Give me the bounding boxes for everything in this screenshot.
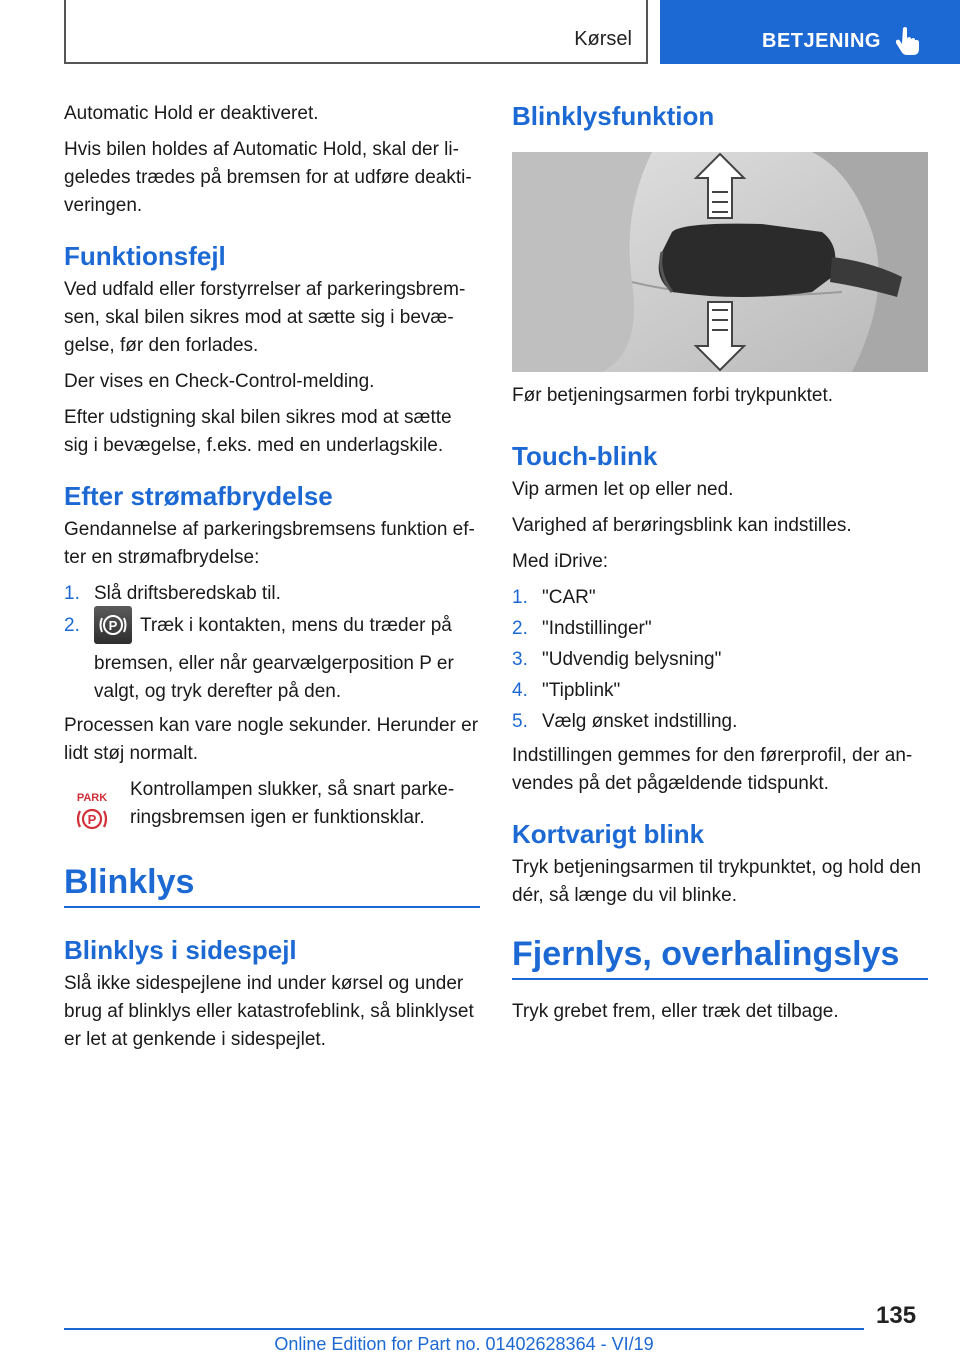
list-item xyxy=(512,646,928,674)
paragraph: Vip armen let op eller ned. xyxy=(512,479,734,500)
numbered-list xyxy=(64,580,480,706)
paragraph: Ved udfald eller forstyrrelser af parkeringsbrem-sen, skal bilen sikres mod at sætte sig i bevæ-gelse, før den forlades. xyxy=(64,279,466,356)
paragraph: Automatic Hold er deaktiveret. xyxy=(64,103,319,124)
paragraph: Tryk betjeningsarmen til trykpunktet, og hold den dér, så længe du vil blinke. xyxy=(512,857,922,906)
list-text: "Indstillinger" xyxy=(542,618,652,639)
list-item xyxy=(512,677,928,705)
left-column xyxy=(64,100,480,1062)
list-text: "Tipblink" xyxy=(542,680,621,701)
list-number: 5. xyxy=(512,711,528,732)
paragraph: Hvis bilen holdes af Automatic Hold, skal der li-geledes trædes på bremsen for at udføre deakti-veringen. xyxy=(64,139,472,216)
paragraph: Tryk grebet frem, eller træk det tilbage. xyxy=(512,1001,839,1022)
right-column xyxy=(512,100,928,1034)
heading-power-failure: Efter strømafbrydelse xyxy=(64,481,333,511)
paragraph: Med iDrive: xyxy=(512,551,609,572)
header-section-label: Kørsel xyxy=(574,28,632,50)
paragraph: Der vises en Check-Control-melding. xyxy=(64,371,375,392)
list-number: 2. xyxy=(64,615,80,636)
list-text: "Udvendig belysning" xyxy=(542,649,722,670)
idrive-steps-list xyxy=(512,584,928,736)
page-number: 135 xyxy=(876,1302,917,1329)
pointing-hand-icon xyxy=(896,26,920,56)
paragraph: Slå ikke sidespejlene ind under kørsel og under brug af blinklys eller katastrofeblink, så blinklyset er let at genkende i sidespejlet. xyxy=(64,973,474,1050)
list-text: Slå driftsberedskab til. xyxy=(94,583,281,604)
heading-blinklys: Blinklys xyxy=(64,860,480,908)
paragraph: Indstillingen gemmes for den førerprofil, der an-vendes på det pågældende tidspunkt. xyxy=(512,745,913,794)
header-chapter-label: BETJENING xyxy=(762,30,881,52)
indicator-note xyxy=(64,776,480,832)
heading-indicator-function: Blinklysfunktion xyxy=(512,101,715,131)
header-section-tab xyxy=(64,0,648,64)
heading-touch-blink: Touch-blink xyxy=(512,441,658,471)
footer-divider xyxy=(64,1328,864,1330)
paragraph: Processen kan vare nogle sekunder. Herunder er lidt støj normalt. xyxy=(64,715,479,764)
paragraph: Gendannelse af parkeringsbremsens funktion ef-ter en strømafbrydelse: xyxy=(64,519,475,568)
indicator-text: Kontrollampen slukker, så snart parke-ringsbremsen igen er funktionsklar. xyxy=(130,779,455,828)
list-number: 2. xyxy=(512,618,528,639)
list-number: 1. xyxy=(512,587,528,608)
list-number: 3. xyxy=(512,649,528,670)
list-item xyxy=(512,615,928,643)
heading-short-blink: Kortvarigt blink xyxy=(512,819,705,849)
park-brake-indicator-icon xyxy=(70,790,114,834)
photo-caption: Før betjeningsarmen forbi trykpunktet. xyxy=(512,385,834,406)
list-item xyxy=(512,584,928,612)
turn-signal-lever-photo xyxy=(512,152,928,372)
heading-mirror-indicator: Blinklys i sidespejl xyxy=(64,935,297,965)
list-text: Træk i kontakten, mens du træder på bremsen, eller når gearvælgerposition P er valgt, og tryk derefter på den. xyxy=(94,615,454,702)
svg-text:P: P xyxy=(108,618,118,633)
paragraph: Efter udstigning skal bilen sikres mod at sætte sig i bevægelse, f.eks. med en underlagskile. xyxy=(64,407,452,456)
list-number: 1. xyxy=(64,583,80,604)
parking-brake-button-icon xyxy=(94,606,132,644)
list-number: 4. xyxy=(512,680,528,701)
list-item xyxy=(64,580,480,608)
list-item xyxy=(64,612,480,706)
park-icon-label: PARK xyxy=(76,792,108,804)
header-chapter-tab xyxy=(660,0,960,64)
list-text: "CAR" xyxy=(542,587,596,608)
paragraph: Varighed af berøringsblink kan indstilles. xyxy=(512,515,852,536)
lever-illustration xyxy=(512,152,928,372)
heading-funktionsfejl: Funktionsfejl xyxy=(64,241,226,271)
footer-edition: Online Edition for Part no. 01402628364 - VI/19 xyxy=(274,1334,654,1354)
list-text: Vælg ønsket indstilling. xyxy=(542,711,738,732)
svg-text:P: P xyxy=(87,812,97,827)
list-item xyxy=(512,708,928,736)
heading-high-beam: Fjernlys, overhalingslys xyxy=(512,932,928,980)
